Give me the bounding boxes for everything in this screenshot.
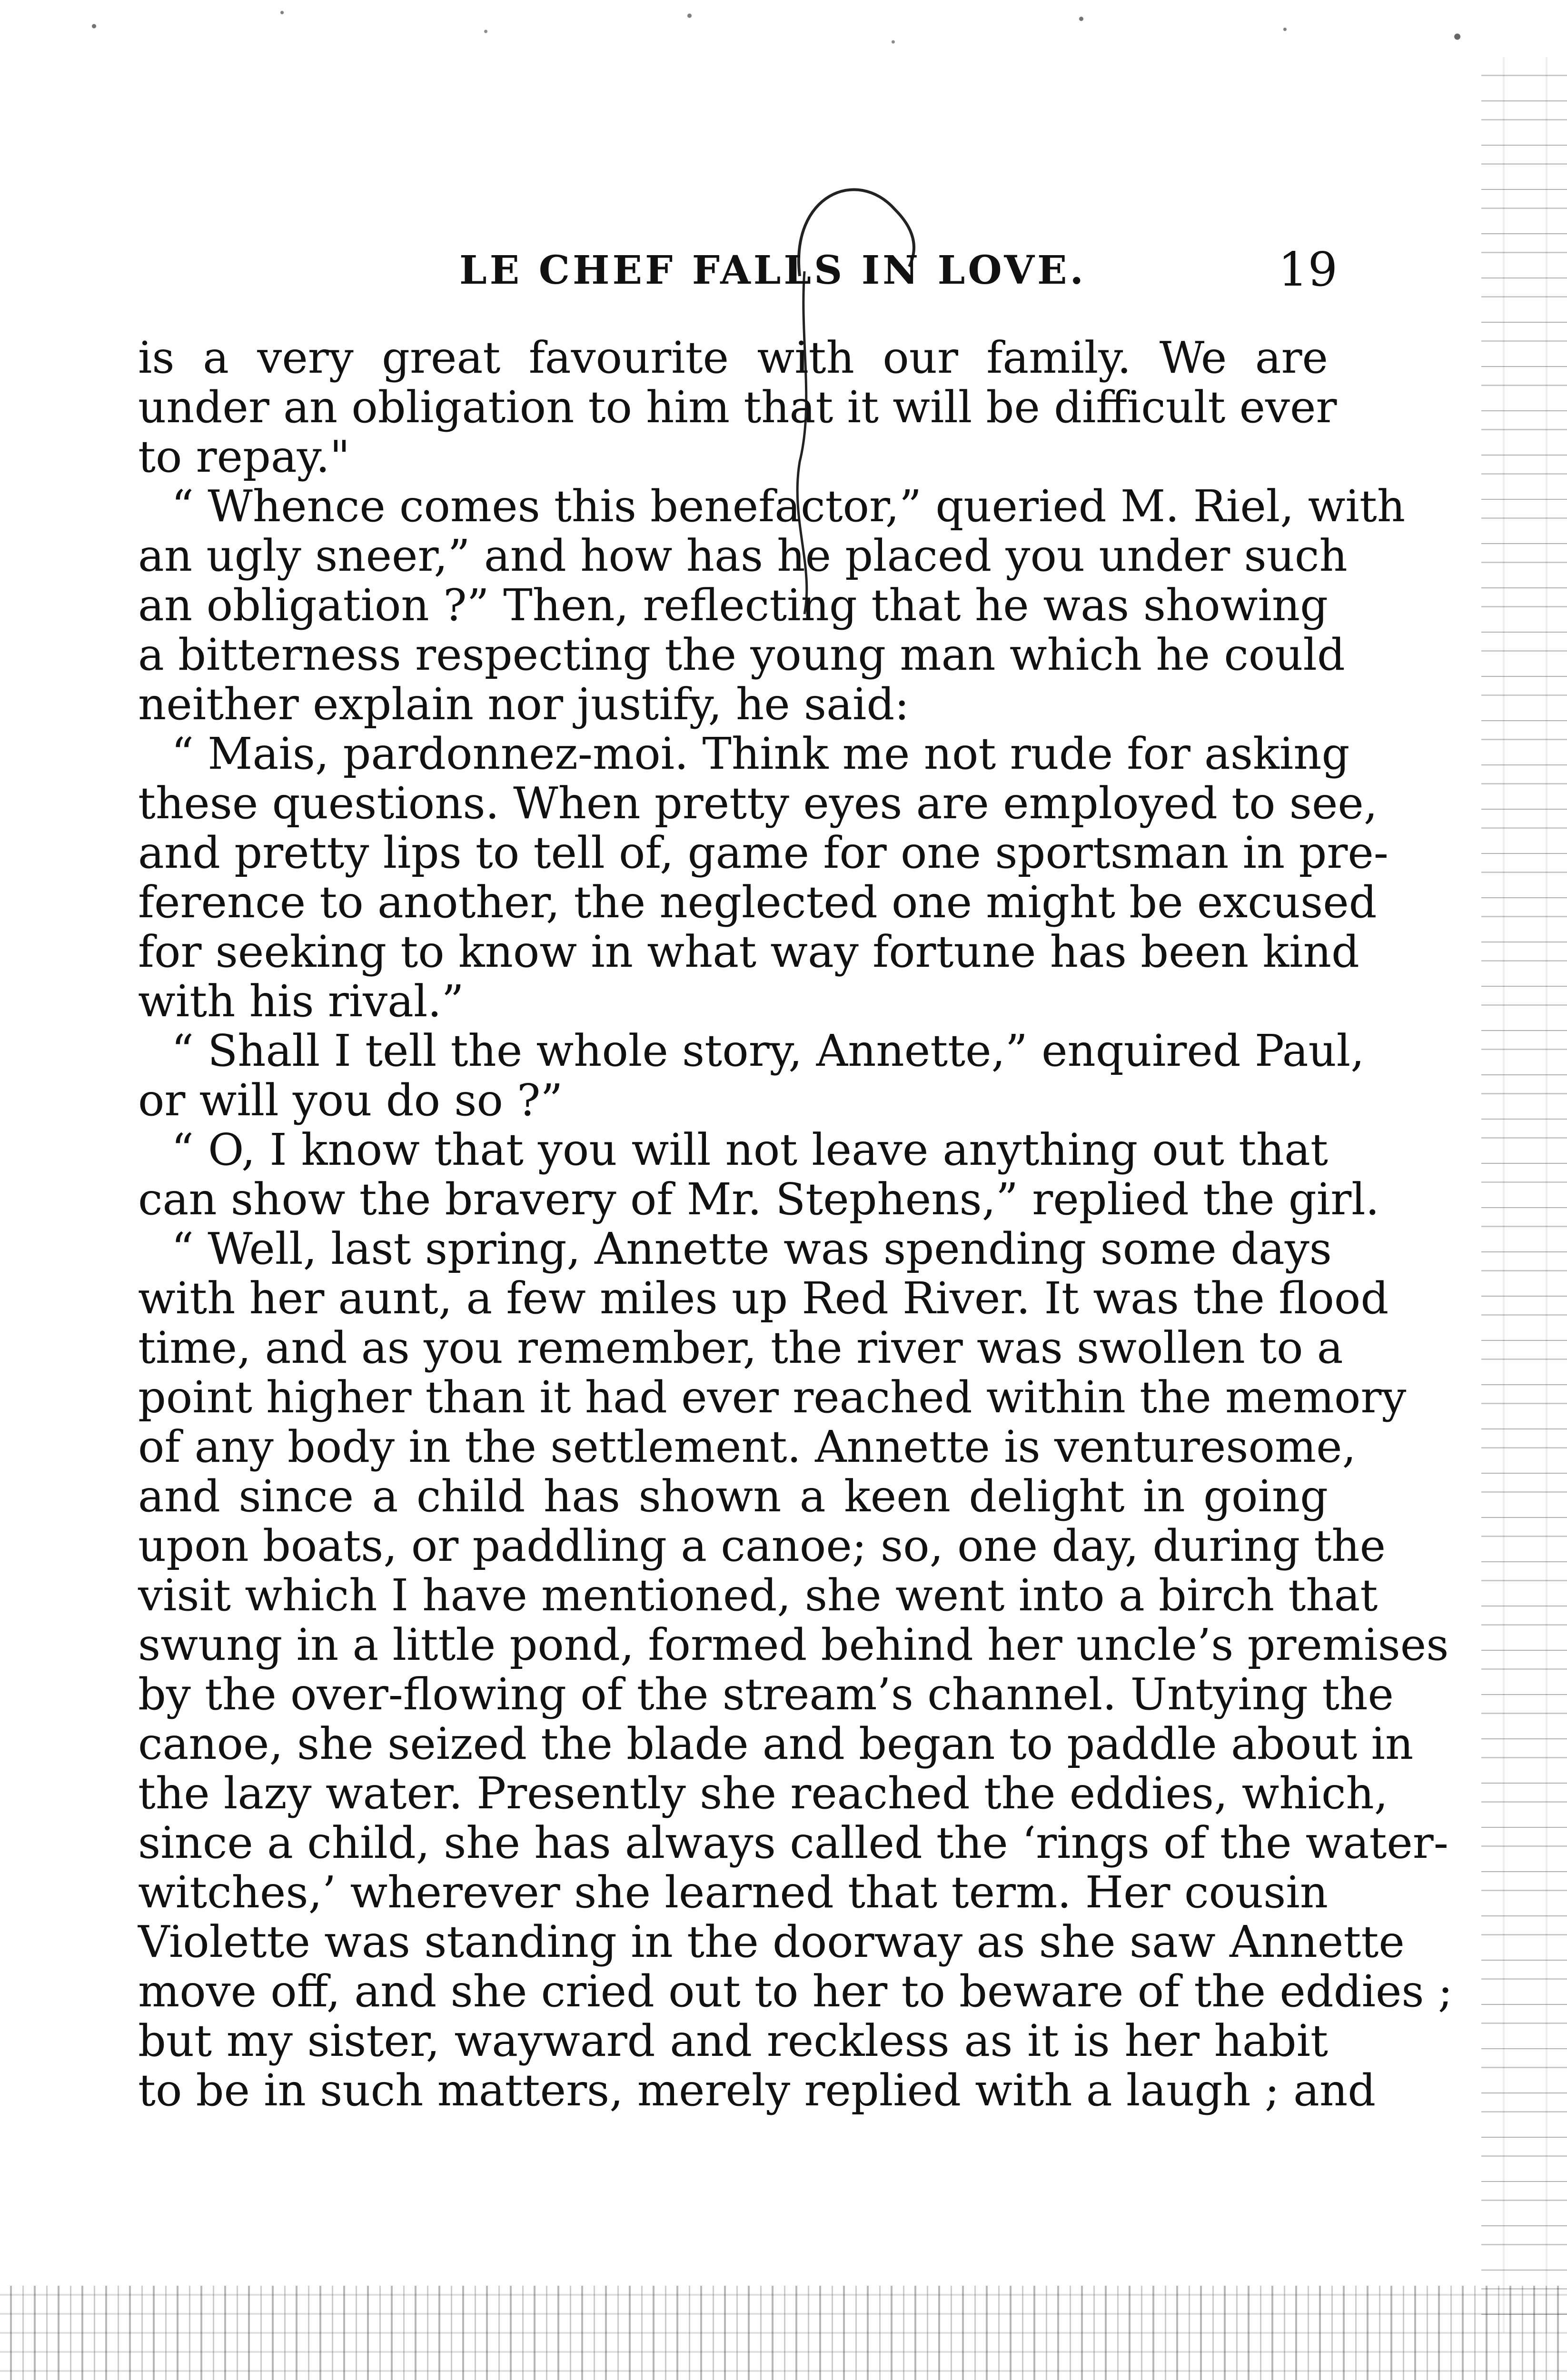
text-line: and pretty lips to tell of, game for one sportsman in pre- <box>138 827 1388 878</box>
scan-speckle-top <box>0 0 1567 105</box>
text-line: “ Mais, pardonnez-moi. Think me not rude for asking <box>171 728 1350 779</box>
text-line: neither explain nor justify, he said: <box>138 679 910 730</box>
text-line: and since a child has shown a keen delight in going <box>138 1471 1328 1522</box>
scan-speckle-right <box>1481 57 1567 2332</box>
text-line: can show the bravery of Mr. Stephens,” replied the girl. <box>138 1174 1379 1225</box>
text-line: since a child, she has always called the ‘rings of the water- <box>138 1817 1448 1868</box>
text-line: “ Whence comes this benefactor,” queried M. Riel, with <box>171 481 1406 532</box>
text-line: point higher than it had ever reached within the memory <box>138 1372 1407 1423</box>
text-line: move off, and she cried out to her to beware of the eddies ; <box>138 1966 1453 2017</box>
text-line: upon boats, or paddling a canoe; so, one day, during the <box>138 1520 1386 1571</box>
text-line: “ O, I know that you will not leave anything out that <box>171 1124 1328 1175</box>
page-number: 19 <box>1278 243 1338 297</box>
text-line: by the over-flowing of the stream’s channel. Untying the <box>138 1669 1394 1720</box>
text-line: swung in a little pond, formed behind her uncle’s premises <box>138 1619 1449 1670</box>
text-line: visit which I have mentioned, she went into a birch that <box>138 1570 1378 1621</box>
text-line: of any body in the settlement. Annette is venturesome, <box>138 1421 1356 1472</box>
text-line: a bitterness respecting the young man which he could <box>138 629 1345 680</box>
text-line: with her aunt, a few miles up Red River. It was the flood <box>138 1273 1389 1324</box>
text-line: “ Well, last spring, Annette was spending some days <box>171 1223 1332 1274</box>
text-line: but my sister, wayward and reckless as it is her habit <box>138 2015 1328 2066</box>
running-title: LE CHEF FALLS IN LOVE. <box>459 248 1086 293</box>
text-line: Violette was standing in the doorway as she saw Annette <box>138 1916 1405 1967</box>
text-line: the lazy water. Presently she reached the eddies, which, <box>138 1768 1388 1819</box>
text-line: is a very great favourite with our family. We are <box>138 332 1328 383</box>
text-line: ference to another, the neglected one might be excused <box>138 877 1377 928</box>
text-line: under an obligation to him that it will be difficult ever <box>138 382 1337 433</box>
text-line: for seeking to know in what way fortune has been kind <box>138 926 1359 977</box>
text-line: an ugly sneer,” and how has he placed you under such <box>138 530 1348 581</box>
text-line: these questions. When pretty eyes are employed to see, <box>138 778 1378 829</box>
page-header <box>133 243 1338 300</box>
text-line: canoe, she seized the blade and began to paddle about in <box>138 1718 1414 1769</box>
text-line: to be in such matters, merely replied with a laugh ; and <box>138 2065 1376 2116</box>
text-line: or will you do so ?” <box>138 1075 563 1126</box>
text-line: an obligation ?” Then, reflecting that he was showing <box>138 580 1328 631</box>
scan-speckle-bottom <box>0 2286 1567 2380</box>
text-line: time, and as you remember, the river was swollen to a <box>138 1322 1343 1373</box>
text-line: witches,’ wherever she learned that term. Her cousin <box>138 1867 1328 1918</box>
text-line: with his rival.” <box>138 976 464 1027</box>
text-line: “ Shall I tell the whole story, Annette,” enquired Paul, <box>171 1025 1365 1076</box>
text-line: to repay." <box>138 431 350 482</box>
body-text <box>138 332 1453 2116</box>
